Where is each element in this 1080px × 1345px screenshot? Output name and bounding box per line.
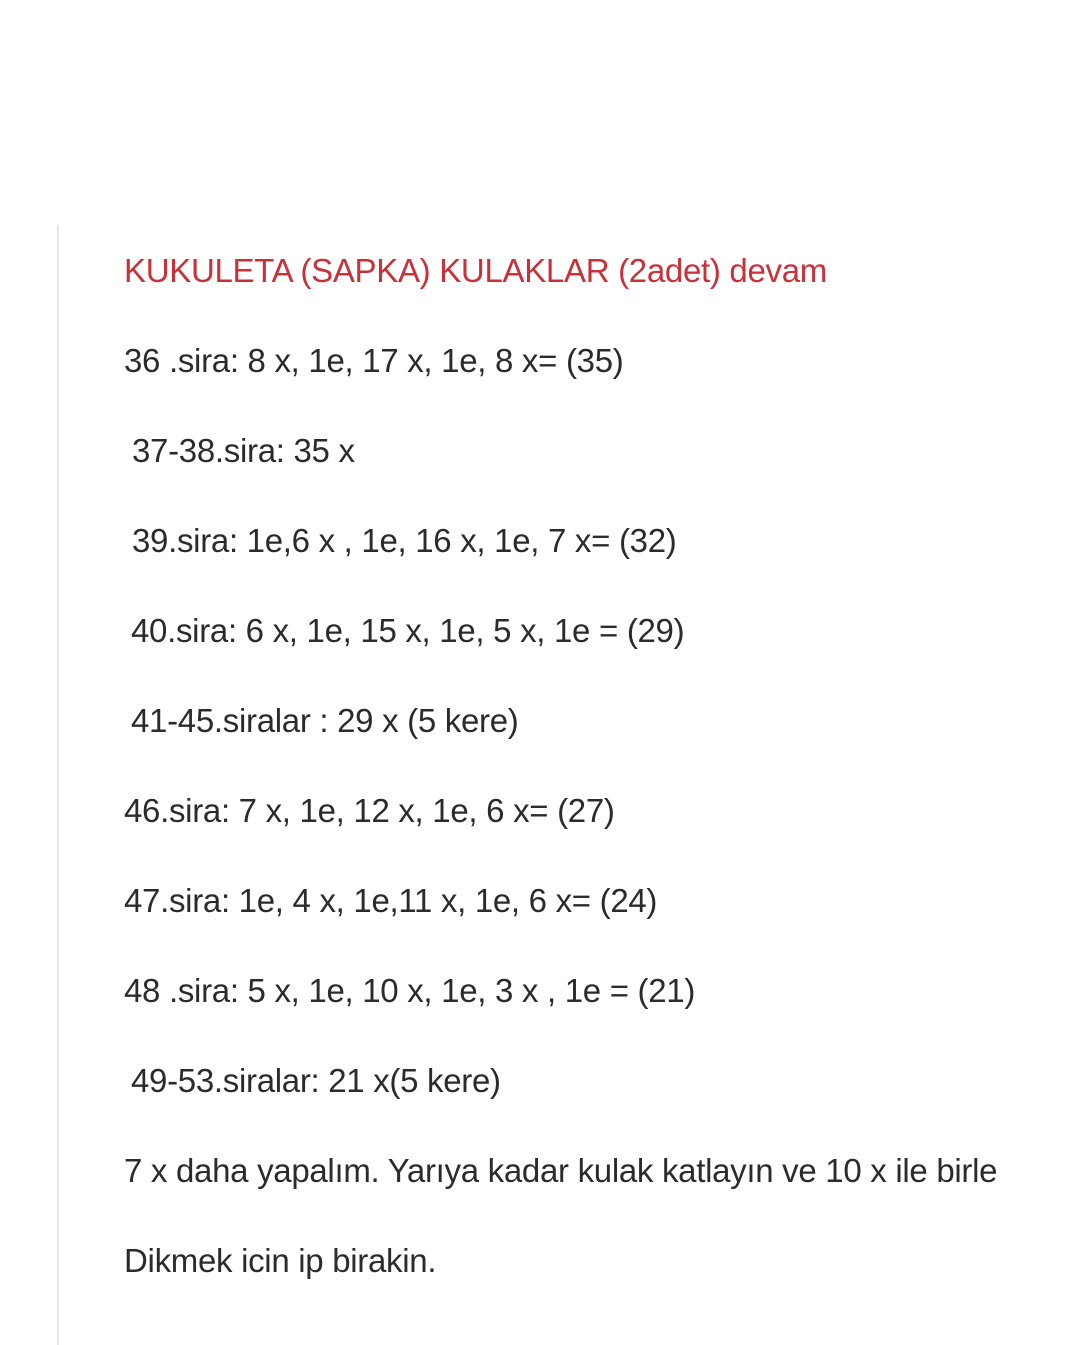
finishing-instruction: 7 x daha yapalım. Yarıya kadar kulak katlayın ve 10 x ile birle [124,1152,998,1189]
row-instruction-49-53: 49-53.siralar: 21 x(5 kere) [131,1062,501,1099]
row-instruction-40: 40.sira: 6 x, 1e, 15 x, 1e, 5 x, 1e = (29) [131,612,685,649]
row-instruction-36: 36 .sira: 8 x, 1e, 17 x, 1e, 8 x= (35) [124,342,624,379]
row-instruction-48: 48 .sira: 5 x, 1e, 10 x, 1e, 3 x , 1e = (21) [124,972,696,1009]
row-instruction-47: 47.sira: 1e, 4 x, 1e,11 x, 1e, 6 x= (24) [124,882,658,919]
row-instruction-46: 46.sira: 7 x, 1e, 12 x, 1e, 6 x= (27) [124,792,615,829]
row-instruction-37-38: 37-38.sira: 35 x [132,432,355,469]
row-instruction-39: 39.sira: 1e,6 x , 1e, 16 x, 1e, 7 x= (32) [132,522,677,559]
row-instruction-41-45: 41-45.siralar : 29 x (5 kere) [131,702,519,739]
closing-instruction: Dikmek icin ip birakin. [124,1242,437,1279]
document-title: KUKULETA (SAPKA) KULAKLAR (2adet) devam [124,252,827,289]
